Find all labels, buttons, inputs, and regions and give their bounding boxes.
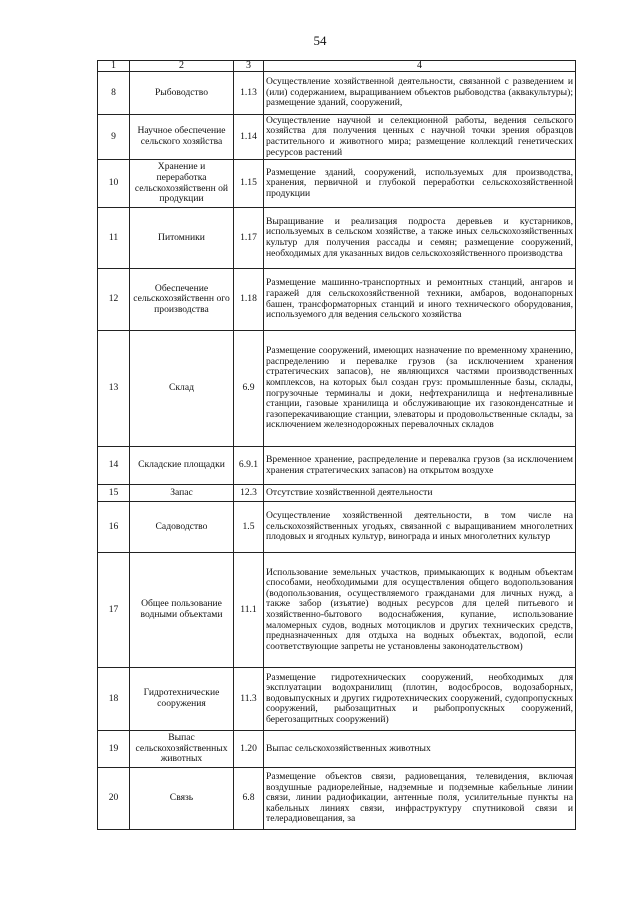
- land-use-code: 1.15: [234, 160, 264, 208]
- land-use-description: Размещение зданий, сооружений, используемых для производства, хранения, первичной и глубокой переработки сельскохозяйственной продукции: [264, 160, 576, 208]
- header-cell: 1: [98, 61, 130, 72]
- land-use-description: Отсутствие хозяйственной деятельности: [264, 485, 576, 502]
- row-number: 11: [98, 208, 130, 269]
- land-use-name: Общее пользование водными объектами: [130, 553, 234, 668]
- row-number: 17: [98, 553, 130, 668]
- table-row: [98, 768, 576, 830]
- land-use-description: Временное хранение, распределение и перевалка грузов (за исключением хранения стратегических запасов) на открытом воздухе: [264, 447, 576, 485]
- land-use-description: Выпас сельскохозяйственных животных: [264, 731, 576, 768]
- land-use-name: Садоводство: [130, 502, 234, 553]
- table-row: [98, 447, 576, 485]
- row-number: 20: [98, 768, 130, 830]
- table-row: [98, 502, 576, 553]
- header-cell: 2: [130, 61, 234, 72]
- land-use-description: Выращивание и реализация подроста деревьев и кустарников, используемых в сельском хозяйстве, а также иных сельскохозяйственных культур для получения рассады и семян; размещение сооружений, необходимых для указанных видов сельскохозяйственного производства: [264, 208, 576, 269]
- land-use-code: 1.13: [234, 72, 264, 115]
- land-use-code: 1.5: [234, 502, 264, 553]
- land-use-code: 1.14: [234, 115, 264, 160]
- row-number: 16: [98, 502, 130, 553]
- land-use-description: Использование земельных участков, примыкающих к водным объектам способами, необходимыми для осуществления общего водопользования (водопользования, осуществляемого гражданами для личных нужд, а также забор (изъятие) водных ресурсов для целей питьевого и хозяйственно-бытового водоснабжения, купание, использование маломерных судов, водных мотоциклов и других технических средств, предназначенных для отдыха на водных объектах, водопой, если соответствующие запреты не установлены законодательством): [264, 553, 576, 668]
- table-row: [98, 208, 576, 269]
- table-row: [98, 731, 576, 768]
- land-use-table: [97, 60, 576, 830]
- land-use-code: 11.3: [234, 668, 264, 731]
- land-use-code: 1.20: [234, 731, 264, 768]
- land-use-code: 6.9: [234, 331, 264, 447]
- land-use-code: 1.17: [234, 208, 264, 269]
- land-use-description: Осуществление хозяйственной деятельности, в том числе на сельскохозяйственных угодьях, связанной с выращиванием многолетних плодовых и ягодных культур, винограда и иных многолетних культур: [264, 502, 576, 553]
- land-use-name: Связь: [130, 768, 234, 830]
- land-use-name: Хранение и переработка сельскохозяйственн ой продукции: [130, 160, 234, 208]
- table-row: [98, 331, 576, 447]
- land-use-name: Гидротехнические сооружения: [130, 668, 234, 731]
- land-use-name: Выпас сельскохозяйственных животных: [130, 731, 234, 768]
- table-row: [98, 668, 576, 731]
- land-use-name: Склад: [130, 331, 234, 447]
- row-number: 12: [98, 269, 130, 331]
- land-use-description: Осуществление научной и селекционной работы, ведения сельского хозяйства для получения ценных с научной точки зрения образцов растительного и животного мира; размещение коллекций генетических ресурсов растений: [264, 115, 576, 160]
- land-use-description: Осуществление хозяйственной деятельности, связанной с разведением и (или) содержанием, выращиванием объектов рыбоводства (аквакультуры); размещение зданий, сооружений,: [264, 72, 576, 115]
- table-row: [98, 553, 576, 668]
- row-number: 15: [98, 485, 130, 502]
- land-use-name: Обеспечение сельскохозяйственн ого производства: [130, 269, 234, 331]
- land-use-description: Размещение сооружений, имеющих назначение по временному хранению, распределению и перевалке грузов (за исключением хранения стратегических запасов), не являющихся частями производственных комплексов, на которых был создан груз: промышленные базы, склады, погрузочные терминалы и доки, нефтехранилища и нефтеналивные станции, газовые хранилища и обслуживающие их газоконденсатные и газоперекачивающие станции, элеваторы и продовольственные склады, за исключением железнодорожных перевалочных складов: [264, 331, 576, 447]
- row-number: 19: [98, 731, 130, 768]
- land-use-name: Питомники: [130, 208, 234, 269]
- header-cell: 4: [264, 61, 576, 72]
- table-row: [98, 485, 576, 502]
- table-row: [98, 160, 576, 208]
- table-row: [98, 269, 576, 331]
- row-number: 18: [98, 668, 130, 731]
- land-use-description: Размещение гидротехнических сооружений, необходимых для эксплуатации водохранилищ (плотин, водосбросов, водозаборных, водовыпускных и других гидротехнических сооружений, судопропускных сооружений, рыбозащитных и рыбопропускных сооружений, берегозащитных сооружений): [264, 668, 576, 731]
- land-use-name: Рыбоводство: [130, 72, 234, 115]
- land-use-code: 11.1: [234, 553, 264, 668]
- table-row: [98, 72, 576, 115]
- row-number: 10: [98, 160, 130, 208]
- land-use-code: 12.3: [234, 485, 264, 502]
- header-cell: 3: [234, 61, 264, 72]
- table-header-row: [98, 61, 576, 72]
- land-use-description: Размещение объектов связи, радиовещания, телевидения, включая воздушные радиорелейные, надземные и подземные кабельные линии связи, линии радиофикации, антенные поля, усилительные пункты на кабельных линиях связи, инфраструктуру спутниковой связи и телерадиовещания, за: [264, 768, 576, 830]
- page-number: 54: [313, 33, 327, 48]
- land-use-description: Размещение машинно-транспортных и ремонтных станций, ангаров и гаражей для сельскохозяйственной техники, амбаров, водонапорных башен, трансформаторных станций и иного технического оборудования, используемого для ведения сельского хозяйства: [264, 269, 576, 331]
- row-number: 8: [98, 72, 130, 115]
- land-use-code: 6.9.1: [234, 447, 264, 485]
- row-number: 13: [98, 331, 130, 447]
- row-number: 14: [98, 447, 130, 485]
- table-row: [98, 115, 576, 160]
- land-use-code: 6.8: [234, 768, 264, 830]
- row-number: 9: [98, 115, 130, 160]
- land-use-name: Складские площадки: [130, 447, 234, 485]
- land-use-code: 1.18: [234, 269, 264, 331]
- land-use-name: Запас: [130, 485, 234, 502]
- land-use-name: Научное обеспечение сельского хозяйства: [130, 115, 234, 160]
